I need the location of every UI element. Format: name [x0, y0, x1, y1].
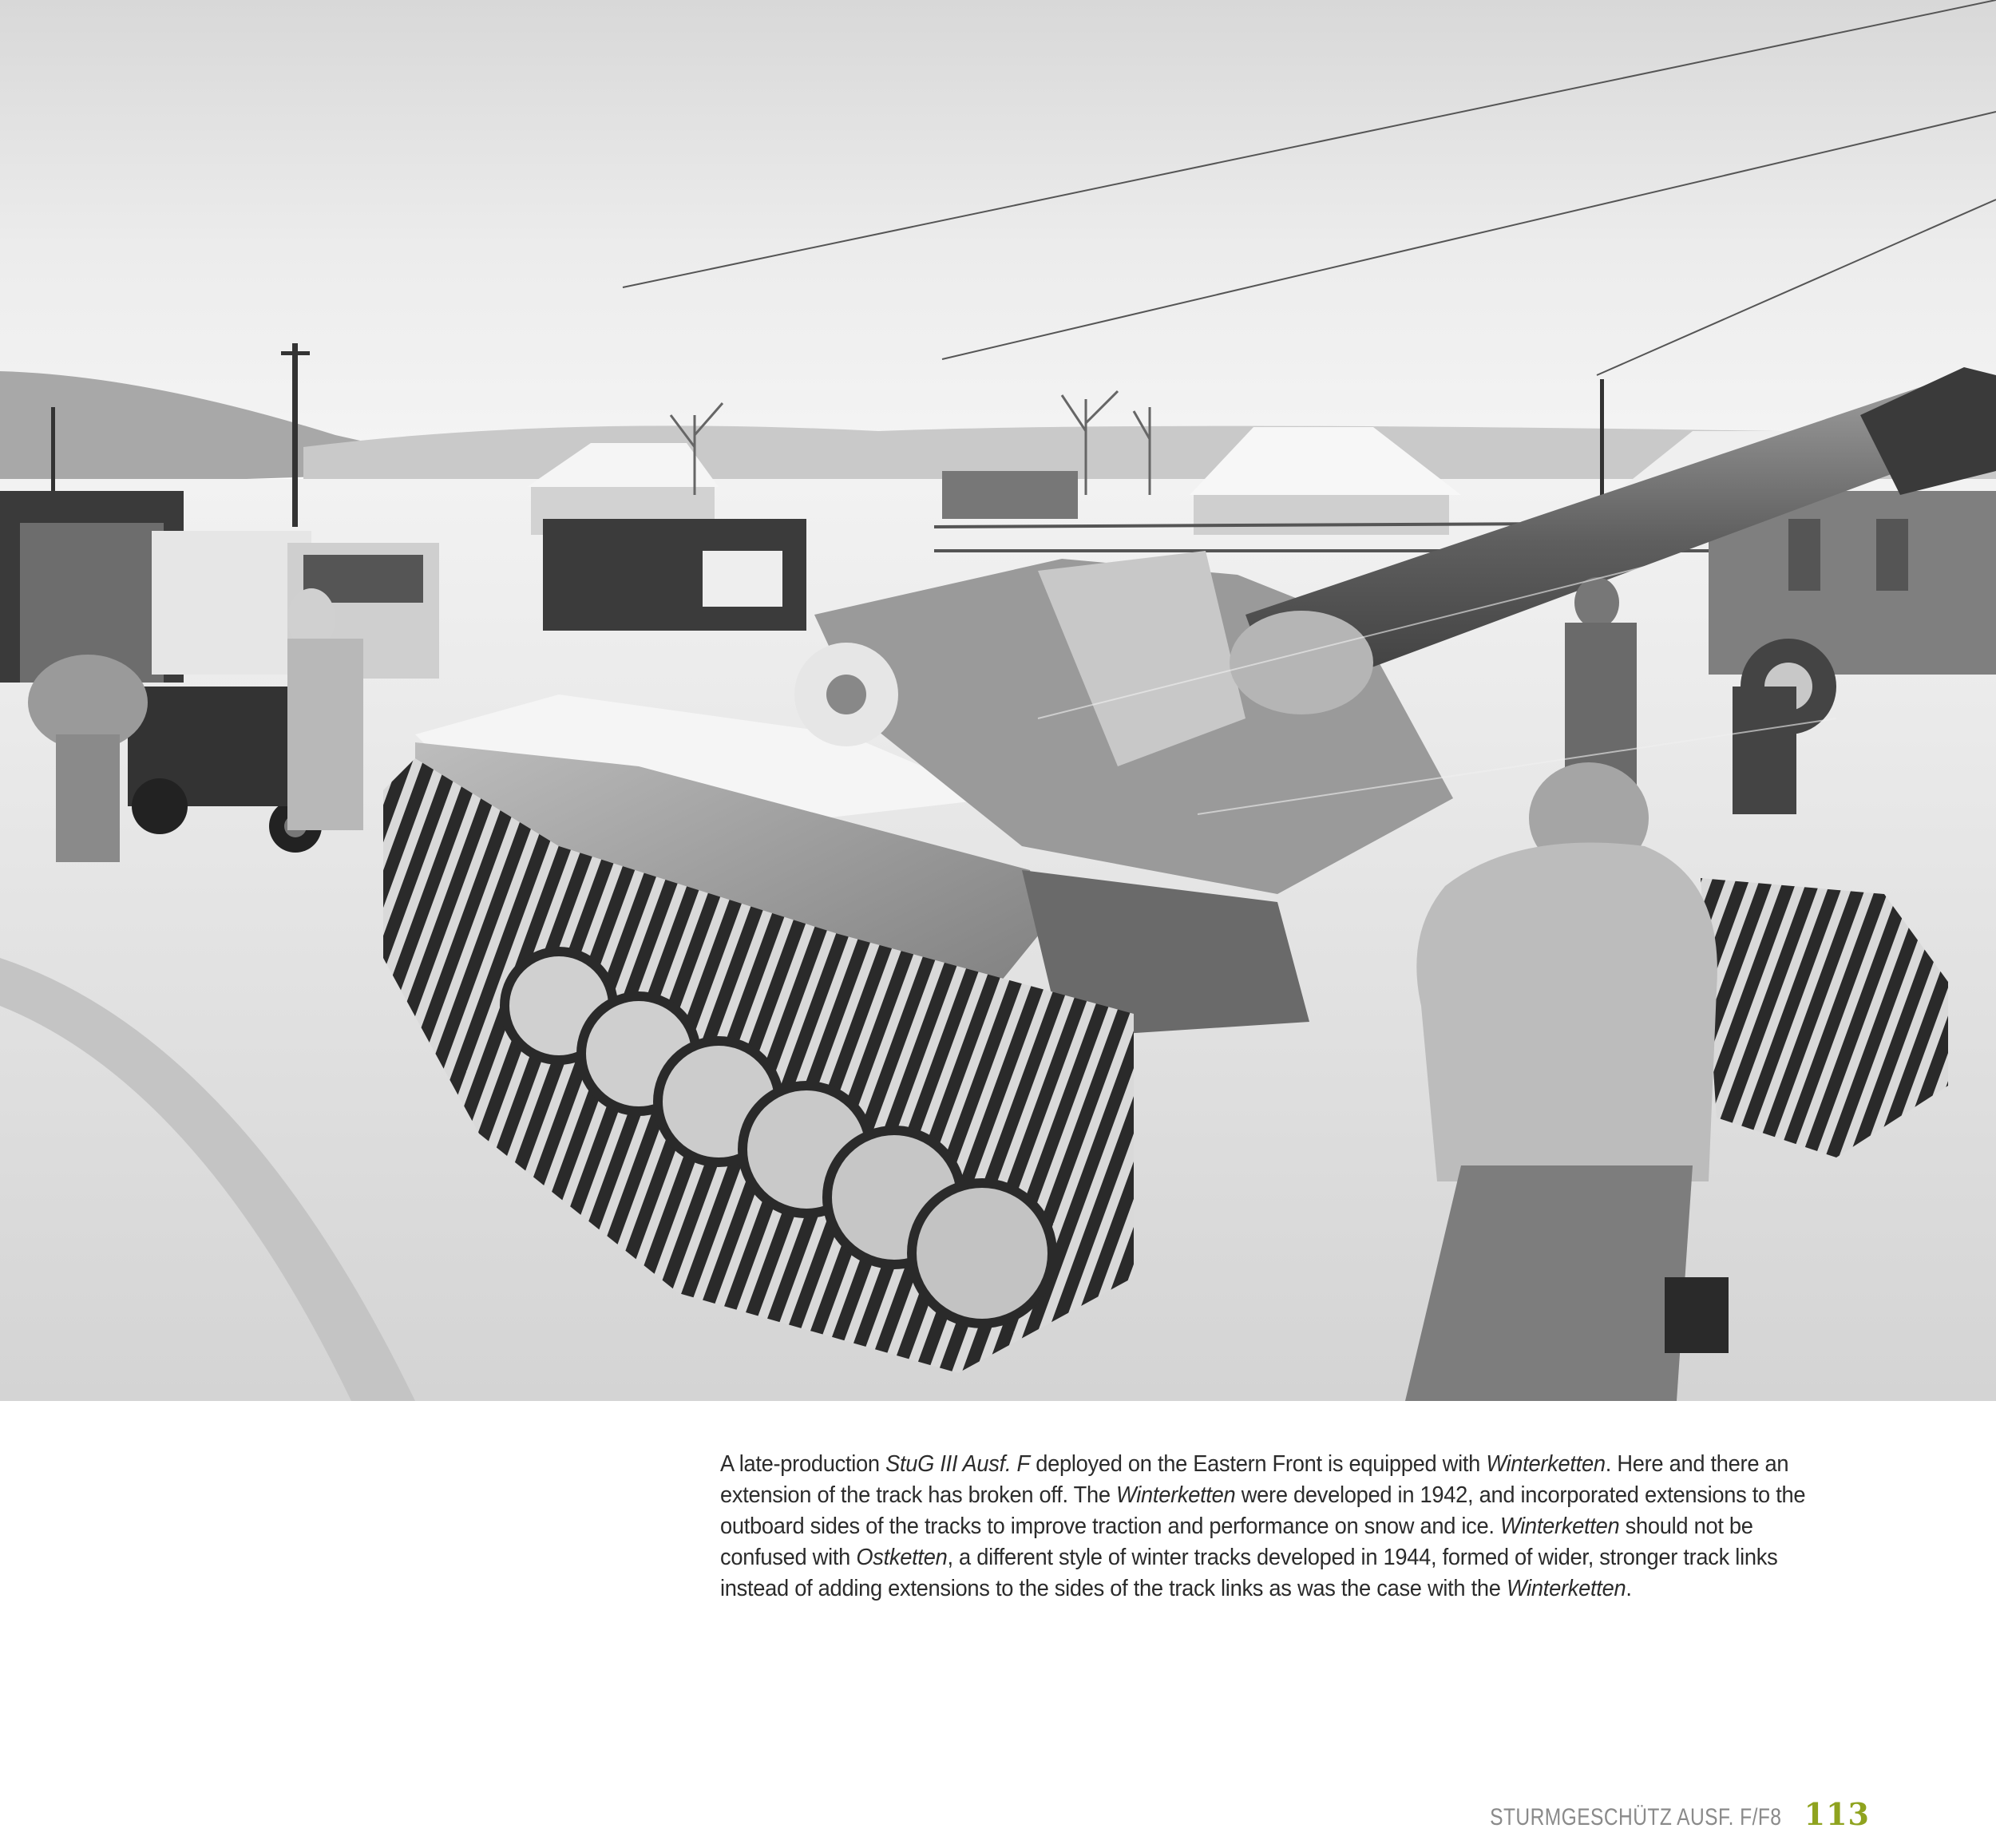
caption-text: A late-production [720, 1451, 886, 1477]
caption-term: Winterketten [1499, 1514, 1620, 1539]
caption-text: were developed in 1942, and incorporated extensions to the outboard sides of the tracks to improve traction and performance on snow and ice. [720, 1482, 1806, 1539]
photo-caption [720, 1449, 1820, 1605]
page-number: 113 [1804, 1796, 1870, 1832]
caption-text: , a different style of winter tracks developed in 1944, formed of wider, stronger track links instead of adding extensions to the sides of the track links as was the case with the [720, 1545, 1778, 1601]
caption-text: should not be confused with [720, 1514, 1753, 1570]
page-footer [1426, 1796, 1870, 1832]
caption-text: deployed on the Eastern Front is equipped with [1029, 1451, 1487, 1477]
caption-term: Ostketten [856, 1545, 948, 1570]
caption-term: Winterketten [1486, 1451, 1606, 1477]
running-head: STURMGESCHÜTZ AUSF. F/F8 [1490, 1804, 1782, 1830]
caption-term: Winterketten [1116, 1482, 1236, 1508]
caption-vehicle-name: StuG III Ausf. F [885, 1451, 1030, 1477]
sky [0, 0, 1996, 447]
caption-term: Winterketten [1506, 1576, 1626, 1601]
caption-text: . [1626, 1576, 1632, 1601]
caption-text: . Here and there an extension of the track has broken off. The [720, 1451, 1789, 1508]
